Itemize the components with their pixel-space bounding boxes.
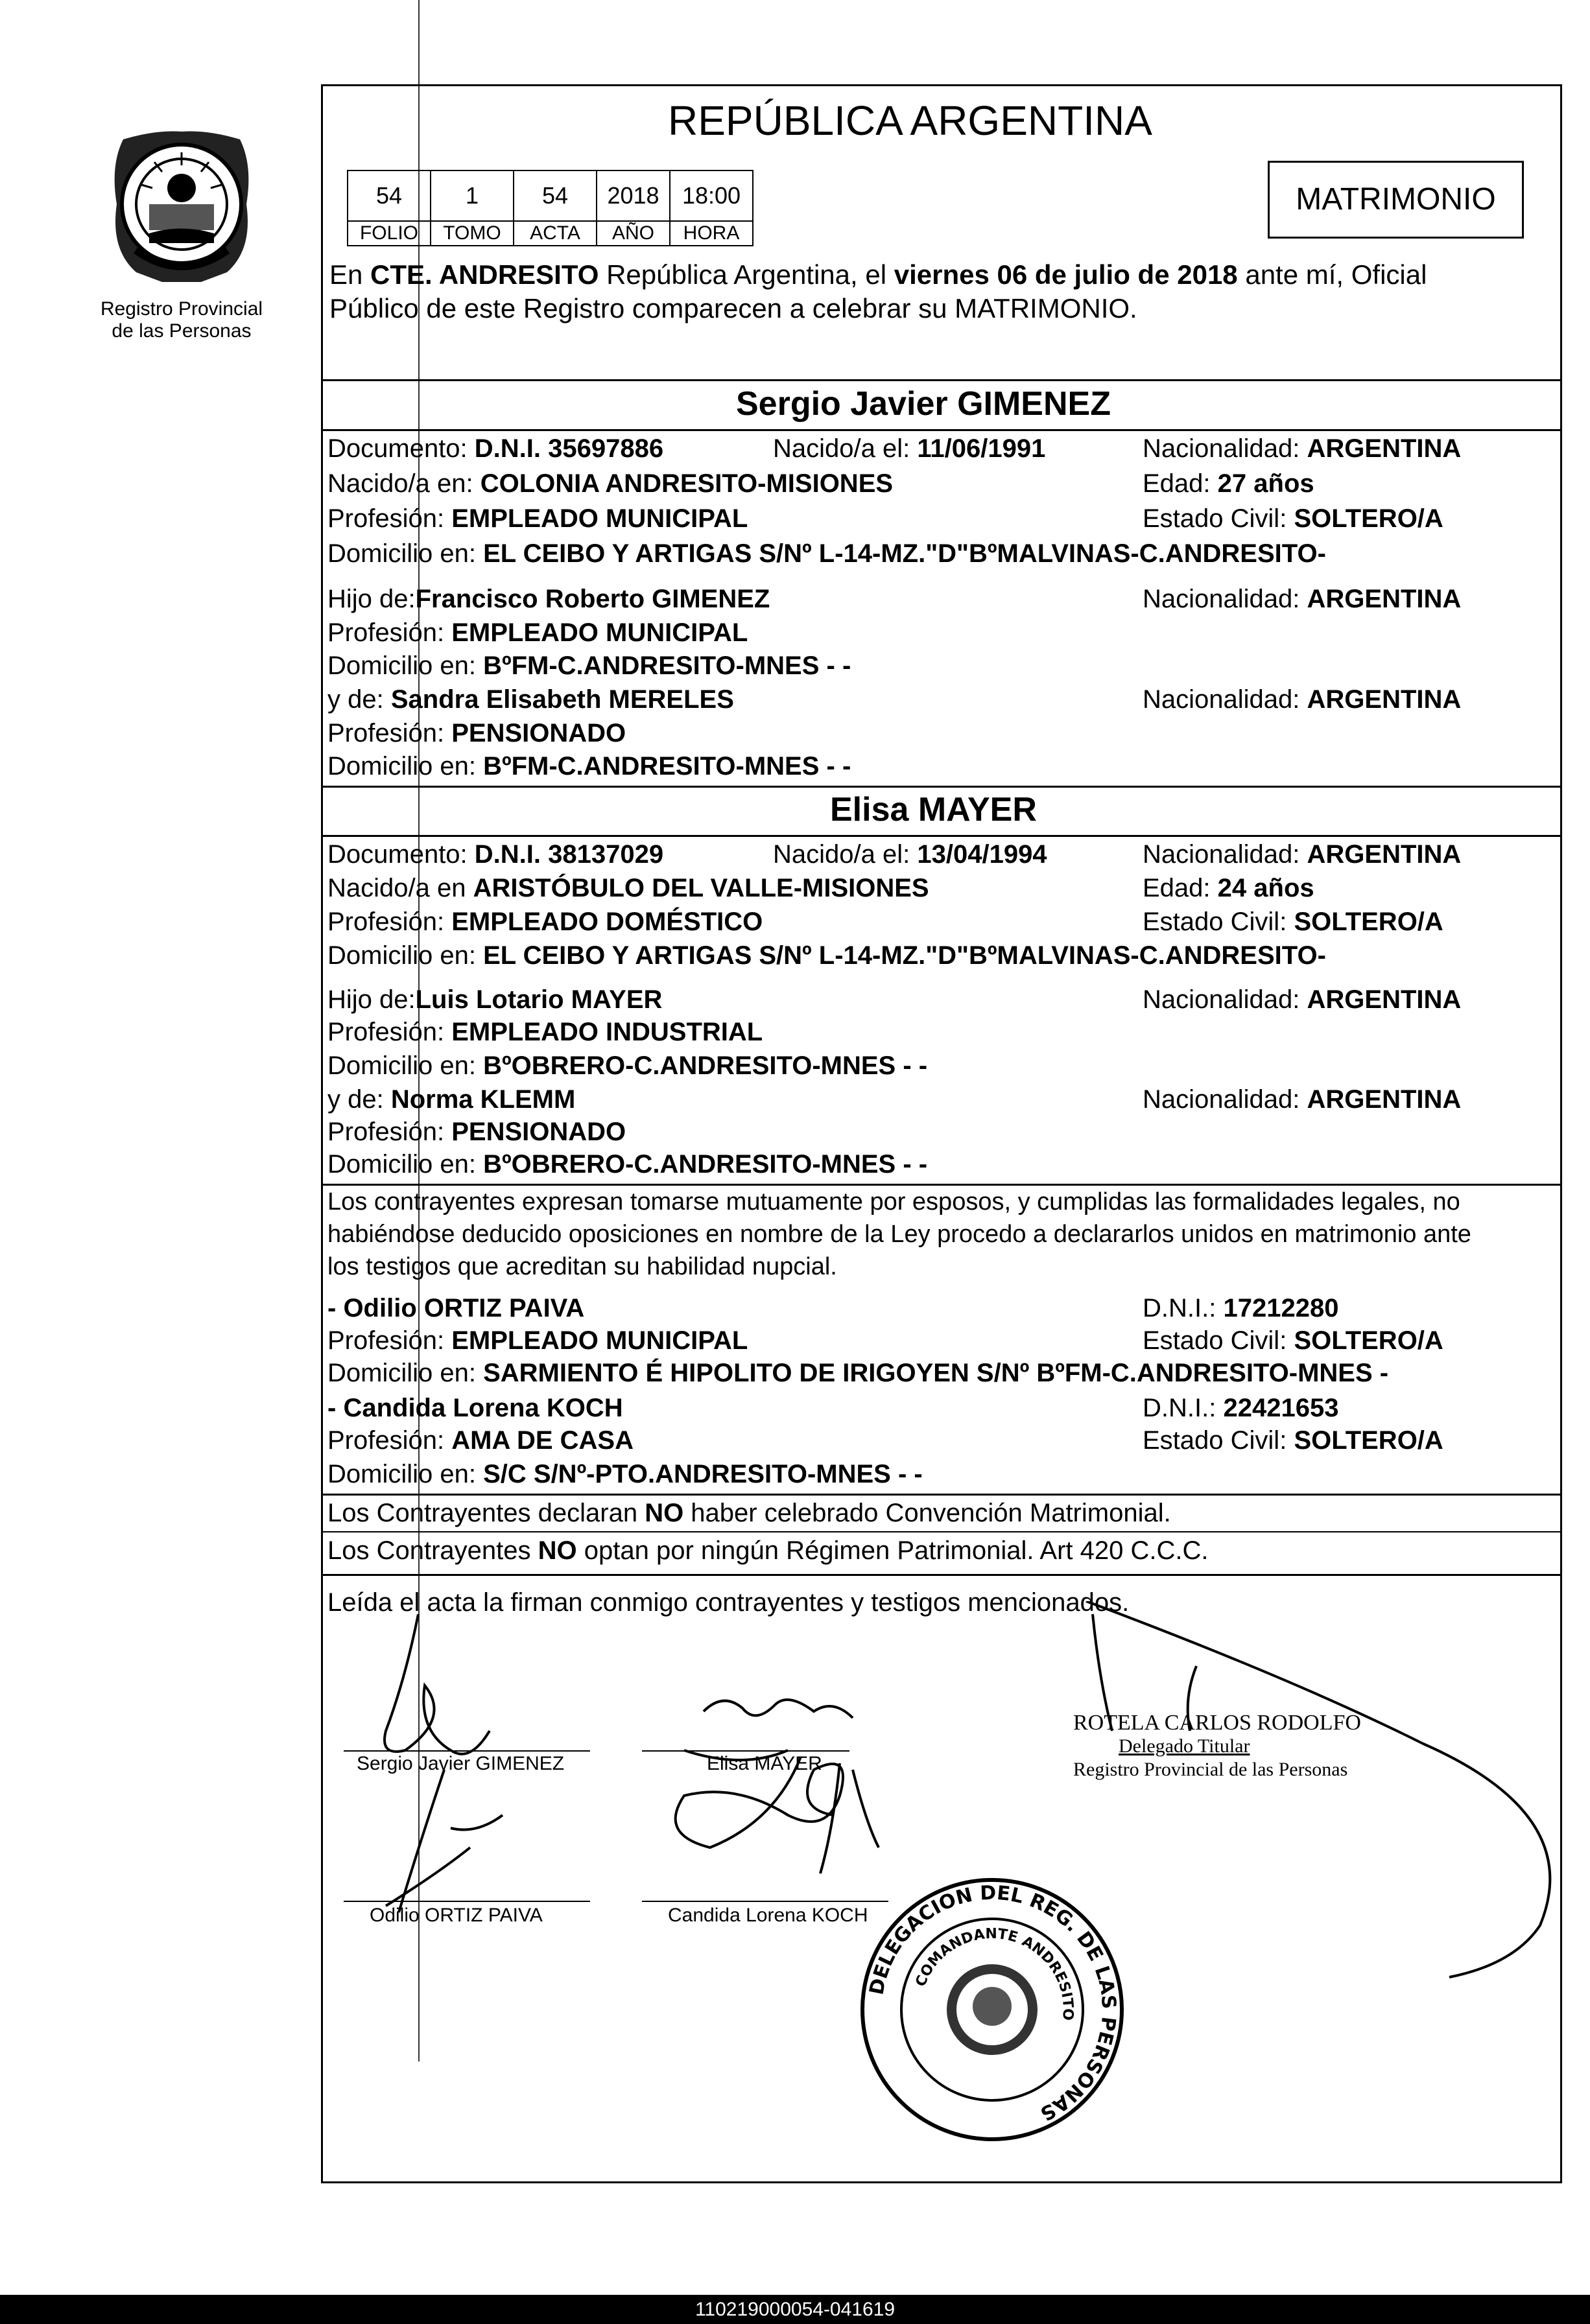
intro-part: República Argentina, el — [599, 259, 894, 290]
label: y de: — [327, 685, 384, 714]
groom-signature-label: Sergio Javier GIMENEZ — [357, 1753, 565, 1774]
value: ARGENTINA — [1307, 685, 1462, 714]
witness1-name — [327, 1293, 584, 1324]
dash: - — [327, 1294, 344, 1322]
value: BºFM-C.ANDRESITO-MNES - - — [483, 651, 851, 680]
groom-age — [1143, 468, 1314, 499]
groom-name: Sergio Javier GIMENEZ — [736, 385, 1111, 423]
divider — [321, 429, 1560, 431]
label: D.N.I.: — [1143, 1294, 1216, 1322]
label: Nacionalidad: — [1143, 434, 1300, 463]
bride-mother-address — [327, 1149, 927, 1180]
bride-nationality-value: ARGENTINA — [1307, 840, 1462, 869]
divider — [321, 835, 1560, 837]
groom-mother-profession — [327, 718, 626, 749]
label: Profesión: — [327, 908, 445, 936]
intro-line-1 — [329, 259, 1427, 290]
bride-nationality — [1143, 839, 1461, 870]
label: Nacionalidad: — [1143, 585, 1300, 613]
text: NO — [645, 1499, 684, 1527]
dash: - — [327, 1394, 344, 1422]
value: BºOBRERO-C.ANDRESITO-MNES - - — [483, 1051, 928, 1080]
bride-father-profession — [327, 1016, 763, 1048]
groom-father-profession — [327, 617, 748, 648]
witness2-dni — [1143, 1392, 1338, 1424]
footer-code-bar — [0, 2295, 1590, 2324]
witness1-profession — [327, 1325, 748, 1356]
value: Odilio ORTIZ PAIVA — [343, 1294, 585, 1322]
witness2-address — [327, 1459, 923, 1490]
label: Domicilio en: — [327, 752, 476, 781]
value: EMPLEADO INDUSTRIAL — [451, 1018, 763, 1046]
label: Domicilio en: — [327, 651, 476, 680]
label: Estado Civil: — [1143, 908, 1287, 936]
bride-birthplace-value: ARISTÓBULO DEL VALLE-MISIONES — [473, 874, 929, 902]
value: PENSIONADO — [451, 1118, 626, 1146]
label: Domicilio en: — [327, 1051, 476, 1080]
stamp-icon — [849, 1867, 1135, 2152]
bride-address — [327, 940, 1326, 971]
seal-icon — [97, 126, 266, 295]
label: Nacionalidad: — [1143, 840, 1300, 869]
witness1-signature-label: Odilio ORTIZ PAIVA — [370, 1905, 543, 1926]
groom-age-value: 27 años — [1217, 469, 1314, 498]
label: Estado Civil: — [1143, 1426, 1287, 1455]
divider — [321, 1494, 1560, 1496]
groom-birthplace-value: COLONIA ANDRESITO-MISIONES — [480, 469, 894, 498]
text: Los Contrayentes declaran — [327, 1499, 645, 1527]
bride-father-nationality — [1143, 984, 1461, 1015]
label: Domicilio en: — [327, 1150, 476, 1179]
value: BºOBRERO-C.ANDRESITO-MNES - - — [483, 1150, 928, 1179]
text: haber celebrado Convención Matrimonial. — [683, 1499, 1171, 1527]
groom-father-value: Francisco Roberto GIMENEZ — [415, 585, 770, 613]
witness1-dni — [1143, 1293, 1338, 1324]
signature-line — [344, 1901, 590, 1902]
official-stamp — [1073, 1711, 1361, 1781]
footer-code: 110219000054-041619 — [694, 2299, 896, 2320]
label: Nacionalidad: — [1143, 985, 1300, 1014]
label: D.N.I.: — [1143, 1394, 1216, 1422]
intro-part: En — [329, 259, 371, 290]
label: y de: — [327, 1085, 384, 1114]
divider — [321, 379, 1560, 381]
value: EMPLEADO MUNICIPAL — [451, 618, 748, 647]
value: ARGENTINA — [1307, 585, 1462, 613]
bride-signature-label: Elisa MAYER — [707, 1753, 822, 1774]
label: Edad: — [1143, 469, 1211, 498]
divider — [321, 1574, 1560, 1576]
tomo-label: TOMO — [430, 220, 514, 246]
ano-label: AÑO — [596, 220, 670, 246]
label: Estado Civil: — [1143, 504, 1287, 533]
stamp-inner-text: COMANDANTE ANDRESITO — [912, 1925, 1076, 2021]
bride-profession — [327, 906, 763, 937]
bride-mother-nationality — [1143, 1084, 1461, 1115]
bride-birthdate — [773, 839, 1047, 870]
bride-mother-value: Norma KLEMM — [390, 1085, 576, 1114]
act-type-box: MATRIMONIO — [1268, 161, 1524, 239]
bride-birthplace — [327, 873, 929, 904]
value: SARMIENTO É HIPOLITO DE IRIGOYEN S/Nº BºFM-C.ANDRESITO-MNES - — [483, 1359, 1389, 1387]
bride-profession-value: EMPLEADO DOMÉSTICO — [451, 908, 763, 936]
declaration-line-3: los testigos que acreditan su habilidad nupcial. — [327, 1253, 837, 1280]
stamp-outer-text: DELEGACION DEL REG. DE LAS PERSONAS — [865, 1881, 1121, 2126]
registry-logo — [97, 126, 266, 295]
value: ARGENTINA — [1307, 1085, 1462, 1114]
groom-profession — [327, 503, 748, 534]
label: Profesión: — [327, 618, 445, 647]
groom-mother-nationality — [1143, 684, 1461, 715]
label: Nacido/a en: — [327, 469, 473, 498]
label: Domicilio en: — [327, 1460, 476, 1488]
label: Profesión: — [327, 1326, 445, 1355]
bride-father — [327, 984, 662, 1015]
groom-father-address — [327, 650, 851, 681]
bride-name: Elisa MAYER — [830, 791, 1037, 828]
label: Profesión: — [327, 1018, 445, 1046]
hora-label: HORA — [669, 220, 753, 246]
signature-line — [344, 1750, 590, 1752]
groom-address-value: EL CEIBO Y ARTIGAS S/Nº L-14-MZ."D"BºMALVINAS-C.ANDRESITO- — [483, 539, 1326, 568]
label: Nacido/a en — [327, 874, 466, 902]
label: Hijo de: — [327, 585, 416, 613]
round-stamp — [849, 1867, 1135, 2152]
groom-profession-value: EMPLEADO MUNICIPAL — [451, 504, 748, 533]
groom-birthplace — [327, 468, 893, 499]
groom-nationality-value: ARGENTINA — [1307, 434, 1462, 463]
bride-mother-profession — [327, 1116, 626, 1147]
witness2-name — [327, 1392, 623, 1424]
convention-line-1 — [327, 1497, 1171, 1529]
label: Documento: — [327, 434, 468, 463]
witness2-civil-status — [1143, 1425, 1443, 1456]
folio-value: 54 — [347, 170, 431, 222]
closing-text: Leída el acta la firman conmigo contrayentes y testigos mencionados. — [327, 1588, 1130, 1617]
witness2-signature-label: Candida Lorena KOCH — [668, 1905, 868, 1926]
groom-civil-status — [1143, 503, 1443, 534]
bride-civil-status-value: SOLTERO/A — [1294, 908, 1443, 936]
value: SOLTERO/A — [1294, 1426, 1443, 1455]
value: 17212280 — [1223, 1294, 1339, 1322]
groom-doc — [327, 433, 663, 464]
groom-civil-status-value: SOLTERO/A — [1294, 504, 1443, 533]
declaration-line-2: habiéndose deducido oposiciones en nombre de la Ley procedo a declararlos unidos en matrimonio ante — [327, 1221, 1471, 1248]
bride-birthdate-value: 13/04/1994 — [917, 840, 1047, 869]
intro-part: ante mí, Oficial — [1237, 259, 1427, 290]
text: optan por ningún Régimen Patrimonial. Art 420 C.C.C. — [576, 1536, 1209, 1565]
groom-father-nationality — [1143, 583, 1461, 615]
value: AMA DE CASA — [451, 1426, 634, 1455]
label: Profesión: — [327, 1118, 445, 1146]
witness1-civil-status — [1143, 1325, 1443, 1356]
value: S/C S/Nº-PTO.ANDRESITO-MNES - - — [483, 1460, 923, 1488]
label: Nacionalidad: — [1143, 1085, 1300, 1114]
label: Nacionalidad: — [1143, 685, 1300, 714]
label: Hijo de: — [327, 985, 416, 1014]
divider — [321, 1184, 1560, 1186]
hora-value: 18:00 — [669, 170, 753, 222]
text: NO — [538, 1536, 577, 1565]
acta-value: 54 — [513, 170, 597, 222]
divider — [321, 1531, 1560, 1532]
groom-nationality — [1143, 433, 1461, 464]
intro-date: viernes 06 de julio de 2018 — [894, 259, 1238, 290]
witness2-profession — [327, 1425, 634, 1456]
value: Candida Lorena KOCH — [343, 1394, 623, 1422]
value: EMPLEADO MUNICIPAL — [451, 1326, 748, 1355]
label: Domicilio en: — [327, 1359, 476, 1387]
page-title: REPÚBLICA ARGENTINA — [668, 97, 1152, 144]
folio-label: FOLIO — [347, 220, 431, 246]
official-title: Delegado Titular — [1119, 1735, 1250, 1757]
groom-birthdate-value: 11/06/1991 — [917, 434, 1046, 463]
label: Edad: — [1143, 874, 1211, 902]
groom-birthdate — [773, 433, 1045, 464]
value: SOLTERO/A — [1294, 1326, 1443, 1355]
value: BºFM-C.ANDRESITO-MNES - - — [483, 752, 851, 781]
bride-father-value: Luis Lotario MAYER — [415, 985, 663, 1014]
label: Nacido/a el: — [773, 840, 910, 869]
groom-mother — [327, 684, 734, 715]
value: 22421653 — [1223, 1394, 1339, 1422]
intro-place: CTE. ANDRESITO — [370, 259, 599, 290]
witness1-address — [327, 1357, 1388, 1389]
divider — [321, 786, 1560, 788]
official-registry: Registro Provincial de las Personas — [1073, 1759, 1348, 1780]
convention-line-2 — [327, 1535, 1209, 1566]
registry-name-line1: Registro Provincial — [100, 298, 263, 320]
text: Los Contrayentes — [327, 1536, 538, 1565]
bride-civil-status — [1143, 906, 1443, 937]
official-name: ROTELA CARLOS RODOLFO — [1073, 1711, 1361, 1735]
intro-line-2: Público de este Registro comparecen a celebrar su MATRIMONIO. — [329, 293, 1137, 323]
groom-mother-address — [327, 751, 851, 782]
label: Domicilio en: — [327, 539, 476, 568]
registry-name — [71, 298, 292, 342]
label: Nacido/a el: — [773, 434, 910, 463]
bride-doc — [327, 839, 663, 870]
bride-age — [1143, 873, 1314, 904]
groom-address — [327, 538, 1326, 569]
label: Profesión: — [327, 504, 445, 533]
label: Profesión: — [327, 1426, 445, 1455]
bride-father-address — [327, 1050, 927, 1081]
label: Documento: — [327, 840, 468, 869]
bride-age-value: 24 años — [1217, 874, 1314, 902]
bride-address-value: EL CEIBO Y ARTIGAS S/Nº L-14-MZ."D"BºMALVINAS-C.ANDRESITO- — [483, 941, 1326, 970]
groom-father — [327, 583, 770, 615]
declaration-line-1: Los contrayentes expresan tomarse mutuamente por esposos, y cumplidas las formalidades legales, no — [327, 1188, 1460, 1215]
ano-value: 2018 — [596, 170, 670, 222]
signature-line — [642, 1750, 849, 1752]
value: PENSIONADO — [451, 719, 626, 747]
acta-label: ACTA — [513, 220, 597, 246]
label: Domicilio en: — [327, 941, 476, 970]
groom-mother-value: Sandra Elisabeth MERELES — [390, 685, 734, 714]
label: Profesión: — [327, 719, 445, 747]
bride-dni: D.N.I. 38137029 — [474, 840, 664, 869]
label: Estado Civil: — [1143, 1326, 1287, 1355]
registry-name-line2: de las Personas — [112, 320, 252, 342]
bride-mother — [327, 1084, 575, 1115]
tomo-value: 1 — [430, 170, 514, 222]
value: ARGENTINA — [1307, 985, 1462, 1014]
groom-dni: D.N.I. 35697886 — [474, 434, 664, 463]
